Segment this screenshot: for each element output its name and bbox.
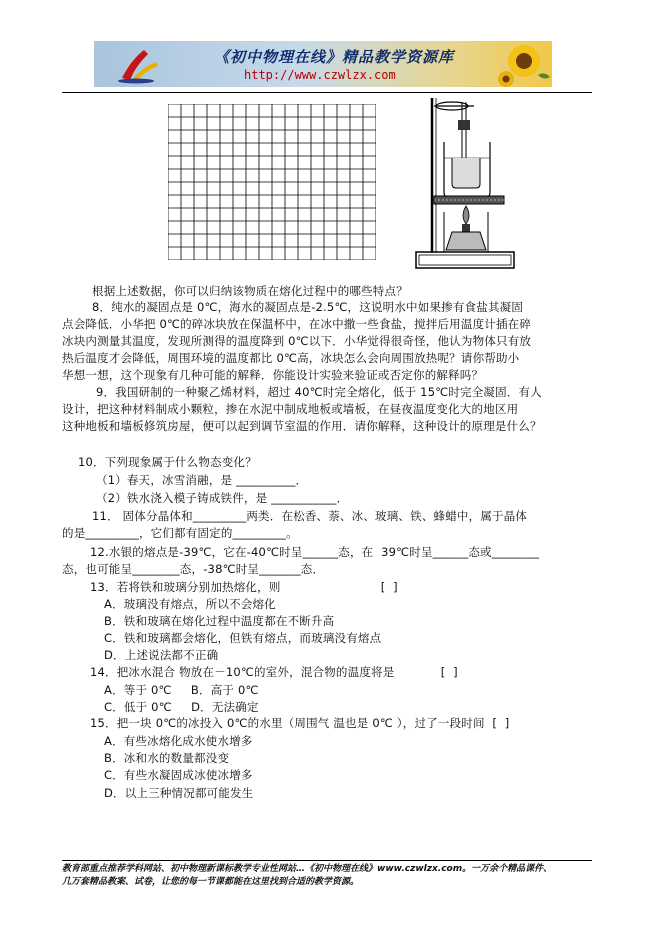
text-line: C．铁和玻璃都会熔化，但铁有熔点，而玻璃没有熔点 [104,631,382,645]
graph-grid [168,104,376,260]
text-line: A．等于 0℃ B．高于 0℃ [104,683,259,697]
text-line: 14．把冰水混合 物放在－10℃的室外，混合物的温度将是 [ ] [90,665,458,679]
text-line: 华想一想，这个现象有几种可能的解释．你能设计实验来验证或否定你的解释吗？ [62,368,484,382]
text-line: 的是_________，它们都有固定的_________。 [62,526,298,540]
text-line: C．有些水凝固成冰使冰增多 [104,768,253,782]
footer-divider [62,860,592,861]
text-line: 点会降低．小华把 0℃的碎冰块放在保温杯中，在冰中撒一些食盐，搅拌后用温度计插在碎 [62,317,532,331]
text-line: 8．纯水的凝固点是 0℃，海水的凝固点是-2.5℃，这说明水中如果掺有食盐其凝固 [92,300,524,314]
text-line: 11． 固体分晶体和_________两类．在松香、萘、冰、玻璃、铁、蜂蜡中，属于晶体 [92,509,528,523]
text-line: 13．若将铁和玻璃分别加热熔化，则 [ ] [90,580,398,594]
text-line: 这种地板和墙板修筑房屋，便可以起到调节室温的作用．请你解释，这种设计的原理是什么？ [62,419,542,433]
footer-line-1: 教育部重点推荐学科网站、初中物理新课标教学专业性网站…《初中物理在线》www.czwlzx.com。一万余个精品课件、 [62,864,553,874]
text-line: 热后温度才会降低，周围环境的温度都比 0℃高，冰块怎么会向周围放热呢？请你帮助小 [62,351,520,365]
sunflower-image [494,41,552,87]
text-line: D．上述说法都不正确 [104,648,219,662]
text-line: A．有些冰熔化成水使水增多 [104,734,253,748]
text-line: 15．把一块 0℃的冰投入 0℃的水里（周围气 温也是 0℃ ），过了一段时间 [ ] [90,716,510,730]
text-line: （2）铁水浇入模子铸成铁件，是 ___________． [96,491,349,505]
banner-title: 《初中物理在线》精品教学资源库 [214,48,455,66]
banner-url[interactable]: http://www.czwlzx.com [244,68,396,82]
text-line: 态，也可能呈________态，-38℃时呈_______态． [62,562,325,576]
text-line: A．玻璃没有熔点，所以不会熔化 [104,597,276,611]
text-line: B．铁和玻璃在熔化过程中温度都在不断升高 [104,614,335,628]
text-line: C．低于 0℃ D．无法确定 [104,700,259,714]
text-line: （1）春天，冰雪消融，是 __________． [96,473,308,487]
text-line: 10．下列现象属于什么物态变化？ [78,455,257,469]
text-line: 12.水银的熔点是-39℃，它在-40℃时呈______态，在 39℃时呈______态或________ [90,545,540,559]
footer-line-2: 几万套精品教案、试卷，让您的每一节课都能在这里找到合适的教学资源。 [62,877,360,887]
text-line: 根据上述数据，你可以归纳该物质在熔化过程中的哪些特点？ [92,284,408,298]
text-line: 9．我国研制的一种聚乙烯材料，超过 40℃时完全熔化，低于 15℃时完全凝固．有人 [96,385,542,399]
text-line: 设计，把这种材料制成小颗粒，掺在水泥中制成地板或墙板，在昼夜温度变化大的地区用 [62,402,519,416]
heating-apparatus-figure [414,92,516,270]
text-line: D．以上三种情况都可能发生 [104,786,254,800]
site-logo [114,44,162,84]
text-line: B．冰和水的数量都没变 [104,751,230,765]
text-line: 冰块内测量其温度，发现所测得的温度降到 0℃以下．小华觉得很奇怪，他认为物体只有放 [62,334,532,348]
header-banner [94,41,552,87]
